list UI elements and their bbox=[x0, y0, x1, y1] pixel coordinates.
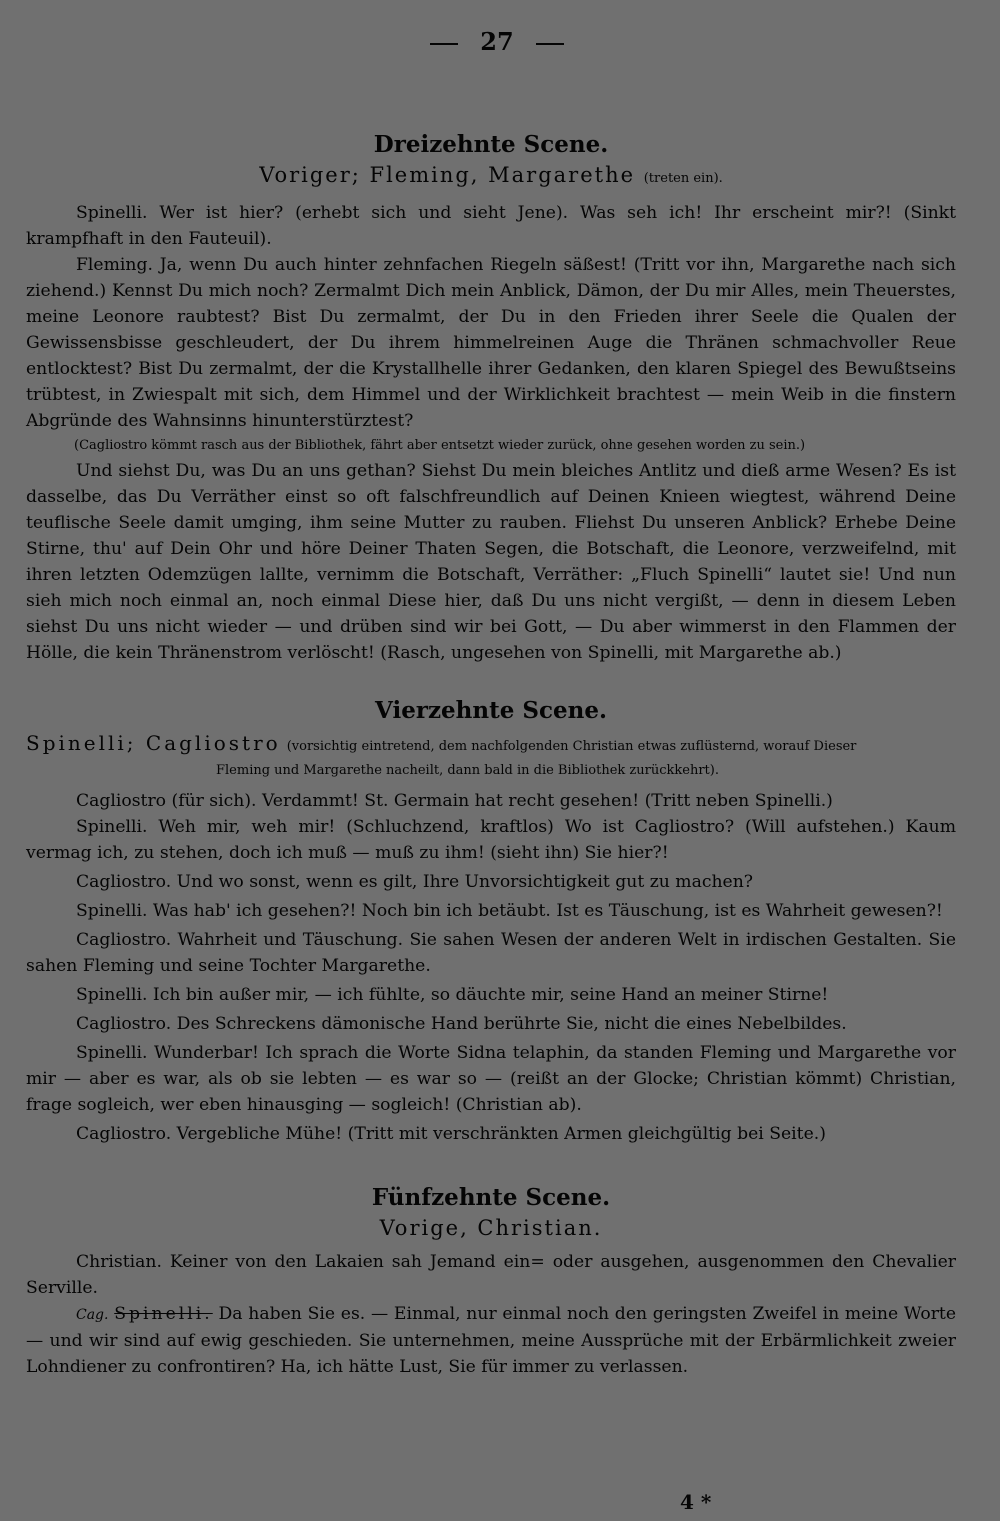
scene-14-speech-1: Cagliostro (für sich). Verdammt! St. Germain hat recht gesehen! (Tritt neben Spinelli.) bbox=[76, 791, 833, 811]
scene-13-speech-1: Spinelli. Wer ist hier? (erhebt sich und sieht Jene). Was seh ich! Ihr erscheint mir?! (Sinkt krampfhaft in den Fauteuil). bbox=[26, 203, 956, 249]
scene-14-persons bbox=[26, 730, 956, 760]
scene-13-speech-3: Und siehst Du, was Du an uns gethan? Siehst Du mein bleiches Antlitz und dieß arme Wesen? Es ist dasselbe, das Du Verräther einst so oft falschfreundlich auf Deinen Knieen wiegtest, während Deine teuflische Seele damit umging, ihm seine Mutter zu rauben. Fliehst Du unseren Anblick? Erhebe Deine Stirne, thu' auf Dein Ohr und höre Deiner Thaten Segen, die Botschaft, die Leonore, verzweifelnd, mit ihren letzten Odemzügen lallte, vernimm die Botschaft, Verräther: „Fluch Spinelli“ lautet sie! Und nun sieh mich noch einmal an, noch einmal Diese hier, daß Du uns nicht vergißt, — denn in diesem Leben siehst Du uns nicht wieder — und drüben sind wir bei Gott, — Du aber wimmerst in den Flammen der Hölle, die kein Thränenstrom verlöscht! (Rasch, ungesehen von Spinelli, mit Margarethe ab.) bbox=[26, 461, 956, 663]
scene-13-persons bbox=[26, 160, 956, 194]
scene-14-persons-note-2: Fleming und Margarethe nacheilt, dann bald in die Bibliothek zurückkehrt). bbox=[216, 763, 719, 778]
scene-14-speech-8: Spinelli. Wunderbar! Ich sprach die Worte Sidna telaphin, da standen Fleming und Margarethe vor mir — aber es war, als ob sie lebten — es war so — (reißt an der Glocke; Christian kömmt) Christian, frage sogleich, wer eben hinausging — sogleich! (Christian ab). bbox=[26, 1043, 956, 1115]
scene-13-title: Dreizehnte Scene. bbox=[373, 131, 609, 158]
scene-14-speech-2: Spinelli. Weh mir, weh mir! (Schluchzend, kraftlos) Wo ist Cagliostro? (Will aufstehen.) Kaum vermag ich, zu stehen, doch ich muß — muß zu ihm! (sieht ihn) Sie hier?! bbox=[26, 817, 956, 863]
scene-13-persons-note: (treten ein). bbox=[643, 171, 723, 186]
page-number: 27 bbox=[480, 27, 514, 56]
page-number-header bbox=[38, 26, 956, 58]
scene-15-speech-2 bbox=[26, 1301, 956, 1380]
dash-right bbox=[536, 43, 564, 45]
scene-15-title: Fünfzehnte Scene. bbox=[371, 1184, 611, 1211]
scene-15-speech-2-text: Da haben Sie es. — Einmal, nur einmal noch den geringsten Zweifel in meine Worte — und wir sind auf ewig geschieden. Sie unternehmen, meine Aussprüche mit der Erbärmlichkeit zweier Lohndiener zu confrontiren? Ha, ich hätte Lust, Sie für immer zu verlassen. bbox=[26, 1304, 957, 1377]
scene-14-speech-4: Spinelli. Was hab' ich gesehen?! Noch bin ich betäubt. Ist es Täuschung, ist es Wahrheit gewesen?! bbox=[76, 901, 943, 921]
scene-14-speech-5: Cagliostro. Wahrheit und Täuschung. Sie sahen Wesen der anderen Welt in irdischen Gestalten. Sie sahen Fleming und seine Tochter Margarethe. bbox=[26, 930, 956, 976]
scene-14-title: Vierzehnte Scene. bbox=[375, 697, 607, 724]
scene-14-speech-3: Cagliostro. Und wo sonst, wenn es gilt, Ihre Unvorsichtigkeit gut zu machen? bbox=[76, 872, 754, 892]
scene-13-speech-2: Fleming. Ja, wenn Du auch hinter zehnfachen Riegeln säßest! (Tritt vor ihn, Margarethe nach sich ziehend.) Kennst Du mich noch? Zermalmt Dich mein Anblick, Dämon, der Du mir Alles, mein Theuerstes, meine Leonore raubtest? Bist Du zermalmt, der Du in den Frieden ihrer Seele die Qualen der Gewissensbisse geschleudert, der Du ihrem himmelreinen Auge die Thränen schmachvoller Reue entlocktest? Bist Du zermalmt, der die Krystallhelle ihrer Gedanken, den klaren Spiegel des Bewußtseins trübtest, in Zwiespalt mit sich, dem Himmel und der Wirklichkeit brachtest — mein Weib in die finstern Abgründe des Wahnsinns hinunterstürztest? bbox=[26, 255, 956, 431]
scene-14-speech-6: Spinelli. Ich bin außer mir, — ich fühlte, so däuchte mir, seine Hand an meiner Stirne! bbox=[76, 985, 829, 1005]
scene-13-stage-direction: (Cagliostro kömmt rasch aus der Bibliothek, fährt aber entsetzt wieder zurück, ohne gesehen worden zu sein.) bbox=[74, 438, 806, 453]
scene-14-speech-7: Cagliostro. Des Schreckens dämonische Hand berührte Sie, nicht die eines Nebelbildes. bbox=[76, 1014, 847, 1034]
struck-speaker-name: Spinelli. bbox=[114, 1304, 213, 1324]
scene-15-speech-1: Christian. Keiner von den Lakaien sah Jemand ein= oder ausgehen, ausgenommen den Chevalier Serville. bbox=[26, 1252, 956, 1298]
signature-mark: 4 * bbox=[680, 1490, 712, 1514]
dash-left bbox=[430, 43, 458, 45]
scene-15-persons: Vorige, Christian. bbox=[379, 1216, 603, 1240]
scene-13-persons-names: Voriger; Fleming, Margarethe bbox=[259, 163, 636, 187]
scene-14-speech-9: Cagliostro. Vergebliche Mühe! (Tritt mit verschränkten Armen gleichgültig bei Seite.) bbox=[76, 1124, 826, 1144]
scene-14-persons-names: Spinelli; Cagliostro bbox=[26, 731, 281, 755]
scene-14-persons-note: (vorsichtig eintretend, dem nachfolgenden Christian etwas zuflüsternd, worauf Dieser bbox=[286, 739, 857, 754]
handwritten-correction: Cag. bbox=[76, 1307, 109, 1323]
